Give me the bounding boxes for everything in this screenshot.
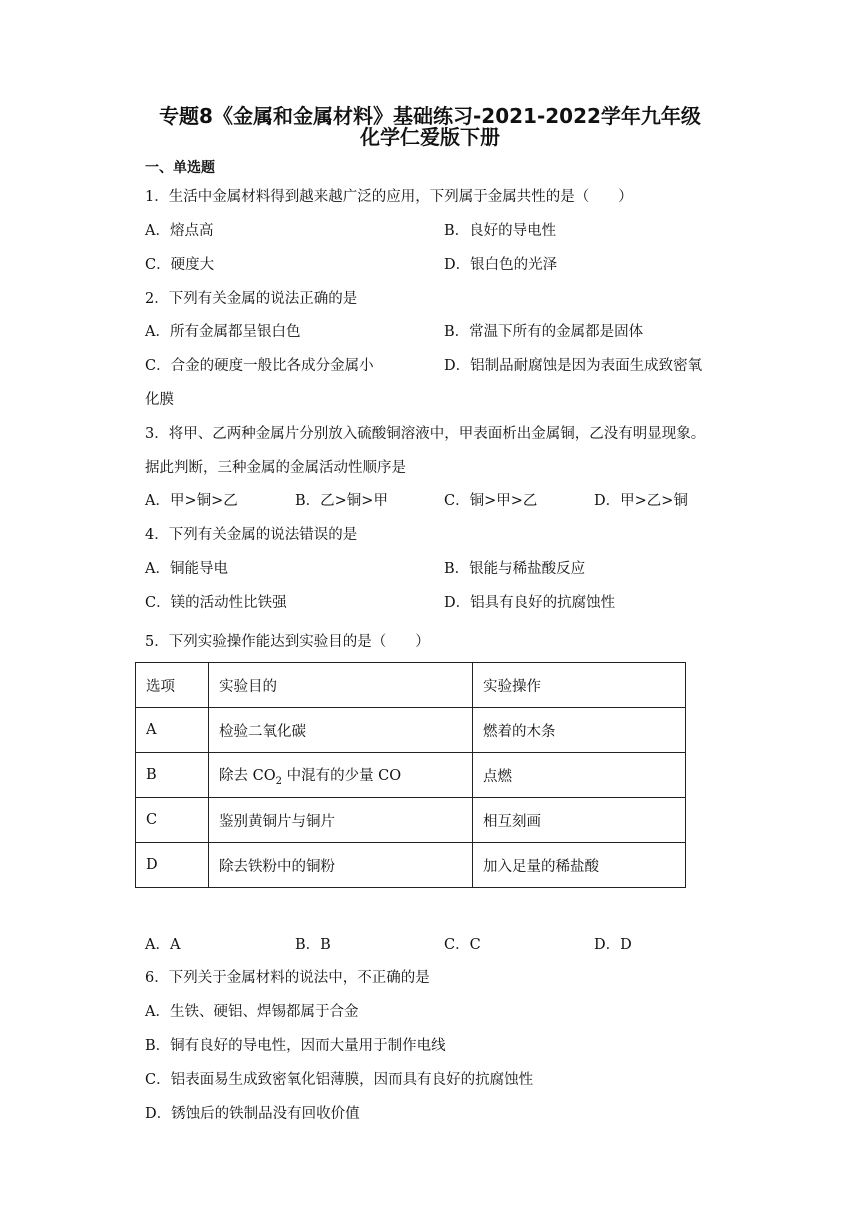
section-heading: 一、单选题 <box>145 160 215 176</box>
table-cell-co2 <box>209 753 473 798</box>
question-3-option-b[interactable]: B．乙>铜>甲 <box>295 493 388 509</box>
experiment-table <box>135 662 686 888</box>
question-4-option-d[interactable]: D．铝具有良好的抗腐蚀性 <box>444 595 616 611</box>
question-2-option-a[interactable]: A．所有金属都呈银白色 <box>145 324 301 340</box>
question-6-option-d[interactable]: D．锈蚀后的铁制品没有回收价值 <box>145 1106 360 1122</box>
co2-text-pre: 除去 CO <box>219 767 276 784</box>
question-3-option-d[interactable]: D．甲>乙>铜 <box>594 493 688 509</box>
co2-subscript: 2 <box>275 775 282 787</box>
table-cell: 检验二氧化碳 <box>209 708 473 753</box>
table-cell: 加入足量的稀盐酸 <box>473 843 686 888</box>
co2-text-post: 中混有的少量 CO <box>281 767 402 784</box>
question-3-option-a[interactable]: A．甲>铜>乙 <box>145 493 238 509</box>
question-2-option-b[interactable]: B．常温下所有的金属都是固体 <box>444 324 644 340</box>
question-2-option-d[interactable]: D．铝制品耐腐蚀是因为表面生成致密氧 <box>444 358 703 374</box>
question-6-stem: 6．下列关于金属材料的说法中，不正确的是 <box>145 970 430 986</box>
table-cell: 燃着的木条 <box>473 708 686 753</box>
question-5-stem: 5．下列实验操作能达到实验目的是（ ） <box>145 634 430 650</box>
table-row <box>136 708 686 753</box>
table-header-cell: 实验目的 <box>209 663 473 708</box>
question-2-option-d-continued: 化膜 <box>145 392 174 408</box>
table-header-cell: 实验操作 <box>473 663 686 708</box>
table-cell: 鉴别黄铜片与铜片 <box>209 798 473 843</box>
question-4-option-c[interactable]: C．镁的活动性比铁强 <box>145 595 287 611</box>
table-row <box>136 753 686 798</box>
question-1-option-b[interactable]: B．良好的导电性 <box>444 223 557 239</box>
question-6-option-a[interactable]: A．生铁、硬铝、焊锡都属于合金 <box>145 1004 359 1020</box>
question-5-option-a[interactable]: A．A <box>145 937 181 953</box>
table-cell: D <box>136 843 209 888</box>
table-cell: B <box>136 753 209 798</box>
question-1-option-d[interactable]: D．银白色的光泽 <box>444 257 558 273</box>
table-header-row <box>136 663 686 708</box>
question-1-option-a[interactable]: A．熔点高 <box>145 223 214 239</box>
question-5-option-d[interactable]: D．D <box>594 937 632 953</box>
question-3-stem-continued: 据此判断，三种金属的金属活动性顺序是 <box>145 460 406 476</box>
question-2-stem: 2．下列有关金属的说法正确的是 <box>145 291 358 307</box>
question-5-option-c[interactable]: C．C <box>444 937 481 953</box>
table-header-cell: 选项 <box>136 663 209 708</box>
table-cell: A <box>136 708 209 753</box>
table-row <box>136 843 686 888</box>
document-title-line1: 专题8《金属和金属材料》基础练习-2021-2022学年九年级 <box>159 104 701 128</box>
question-2-option-c[interactable]: C．合金的硬度一般比各成分金属小 <box>145 358 374 374</box>
question-3-option-c[interactable]: C．铜>甲>乙 <box>444 493 538 509</box>
question-4-option-b[interactable]: B．银能与稀盐酸反应 <box>444 561 586 577</box>
question-4-stem: 4．下列有关金属的说法错误的是 <box>145 527 358 543</box>
document-title-line2: 化学仁爱版下册 <box>360 125 500 149</box>
question-5-option-b[interactable]: B．B <box>295 937 331 953</box>
question-4-option-a[interactable]: A．铜能导电 <box>145 561 228 577</box>
question-3-stem: 3．将甲、乙两种金属片分别放入硫酸铜溶液中，甲表面析出金属铜，乙没有明显现象。 <box>145 426 706 442</box>
question-6-option-b[interactable]: B．铜有良好的导电性，因而大量用于制作电线 <box>145 1038 446 1054</box>
question-1-stem: 1．生活中金属材料得到越来越广泛的应用，下列属于金属共性的是（ ） <box>145 189 633 205</box>
table-row <box>136 798 686 843</box>
table-cell: 相互刻画 <box>473 798 686 843</box>
table-cell: 除去铁粉中的铜粉 <box>209 843 473 888</box>
table-cell: C <box>136 798 209 843</box>
question-6-option-c[interactable]: C．铝表面易生成致密氧化铝薄膜，因而具有良好的抗腐蚀性 <box>145 1072 534 1088</box>
question-1-option-c[interactable]: C．硬度大 <box>145 257 215 273</box>
table-cell: 点燃 <box>473 753 686 798</box>
